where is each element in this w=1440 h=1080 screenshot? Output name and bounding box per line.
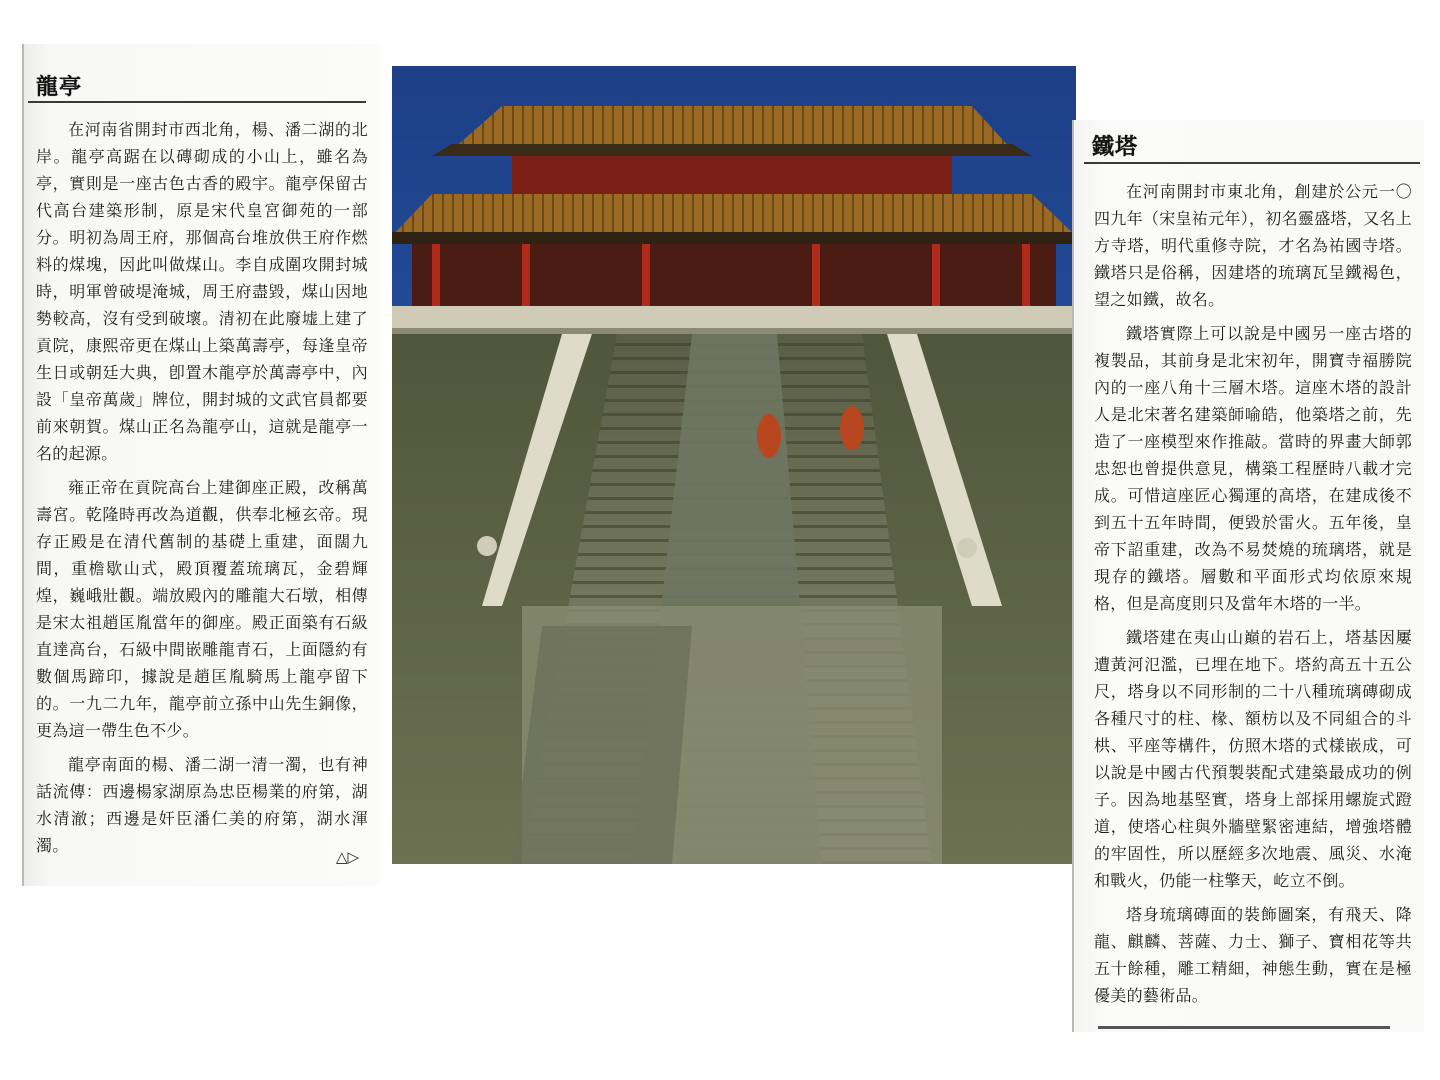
left-clipping-edge bbox=[22, 44, 24, 886]
visitor-figure bbox=[840, 406, 864, 450]
right-paragraph-1: 在河南開封市東北角，創建於公元一〇四九年（宋皇祐元年），初名靈盛塔，又名上方寺塔，明代重修寺院，才名為祐國寺塔。鐵塔只是俗稱，因建塔的琉璃瓦呈鐵褐色，望之如鐵，故名。 bbox=[1094, 182, 1413, 309]
right-bottom-rule bbox=[1098, 1026, 1390, 1029]
left-paragraph-2: 雍正帝在貢院高台上建御座正殿，改稱萬壽宮。乾隆時再改為道觀，供奉北極玄帝。現存正殿是在清代舊制的基礎上重建，面闊九間，重檐歇山式，殿頂覆蓋琉璃瓦，金碧輝煌，巍峨壯觀。端放殿內的雕龍大石墩，相傳是宋太祖趙匡胤當年的御座。殿正面築有石級直達高台，石級中間嵌雕龍青石，上面隱約有數個馬蹄印，據說是趙匡胤騎馬上龍亭留下的。一九二九年，龍亭前立孫中山先生銅像，更為這一帶生色不少。 bbox=[36, 478, 368, 740]
continue-arrow-icon: △▷ bbox=[336, 848, 360, 866]
lower-roof bbox=[392, 194, 1076, 236]
upper-balustrade bbox=[392, 306, 1076, 330]
left-article-title: 龍亭 bbox=[36, 74, 83, 100]
upper-roof bbox=[452, 106, 1012, 150]
right-paragraph-4: 塔身琉璃磚面的裝飾圖案，有飛天、降龍、麒麟、菩薩、力士、獅子、寶相花等共五十餘種，雕工精細，神態生動，實在是極優美的藝術品。 bbox=[1094, 905, 1412, 1005]
left-paragraph-1: 在河南省開封市西北角，楊、潘二湖的北岸。龍亭高踞在以磚砌成的小山上，雖名為亭，實則是一座古色古香的殿宇。龍亭保留古代高台建築形制，原是宋代皇宮御苑的一部分。明初為周王府，那個高台堆放供王府作燃料的煤塊，因此叫做煤山。李自成圍攻開封城時，明軍曾破堤淹城，周王府盡毀，煤山因地勢較高，沒有受到破壞。清初在此廢墟上建了貢院，康熙帝更在煤山上築萬壽亭，每逢皇帝生日或朝廷大典，卽置木龍亭於萬壽亭中，內設「皇帝萬歲」牌位，開封城的文武官員都要前來朝賀。煤山正名為龍亭山，這就是龍亭一名的起源。 bbox=[36, 120, 368, 463]
left-title-rule bbox=[28, 101, 366, 103]
left-article-body bbox=[36, 116, 368, 866]
left-paragraph-3: 龍亭南面的楊、潘二湖一清一濁，也有神話流傳：西邊楊家湖原為忠臣楊業的府第，湖水清澈；西邊是奸臣潘仁美的府第，湖水渾濁。 bbox=[36, 755, 368, 855]
right-title-rule bbox=[1084, 162, 1420, 164]
dragon-pavilion-photo bbox=[392, 66, 1076, 864]
right-paragraph-2: 鐵塔實際上可以說是中國另一座古塔的複製品，其前身是北宋初年，開寶寺福勝院內的一座八角十三層木塔。這座木塔的設計人是北宋著名建築師喻皓，他築塔之前，先造了一座模型來作推敲。當時的界畫大師郭忠恕也曾提供意見，構築工程歷時八載才完成。可惜這座匠心獨運的高塔，在建成後不到五十五年時間，便毀於雷火。五年後，皇帝下詔重建，改為不易焚燒的琉璃塔，就是現存的鐵塔。層數和平面形式均依原來規格，但是高度則只及當年木塔的一半。 bbox=[1094, 324, 1412, 613]
right-article-body bbox=[1094, 178, 1412, 1016]
right-paragraph-3: 鐵塔建在夷山山巔的岩石上，塔基因屢遭黃河氾濫，已埋在地下。塔約高五十五公尺，塔身以不同形制的二十八種琉璃磚砌成各種尺寸的柱、椽、額枋以及不同組合的斗栱、平座等構件，仿照木塔的式樣嵌成，可以說是中國古代預製裝配式建築最成功的例子。因為地基堅實，塔身上部採用螺旋式蹬道，使塔心柱與外牆壁緊密連結，增強塔體的牢固性，所以歷經多次地震、風災、水淹和戰火，仍能一柱擎天，屹立不倒。 bbox=[1094, 628, 1412, 890]
right-clipping-edge bbox=[1072, 120, 1074, 1032]
visitor-figure bbox=[757, 414, 781, 458]
right-article-title: 鐵塔 bbox=[1092, 134, 1139, 160]
photo-illustration bbox=[392, 66, 1076, 864]
